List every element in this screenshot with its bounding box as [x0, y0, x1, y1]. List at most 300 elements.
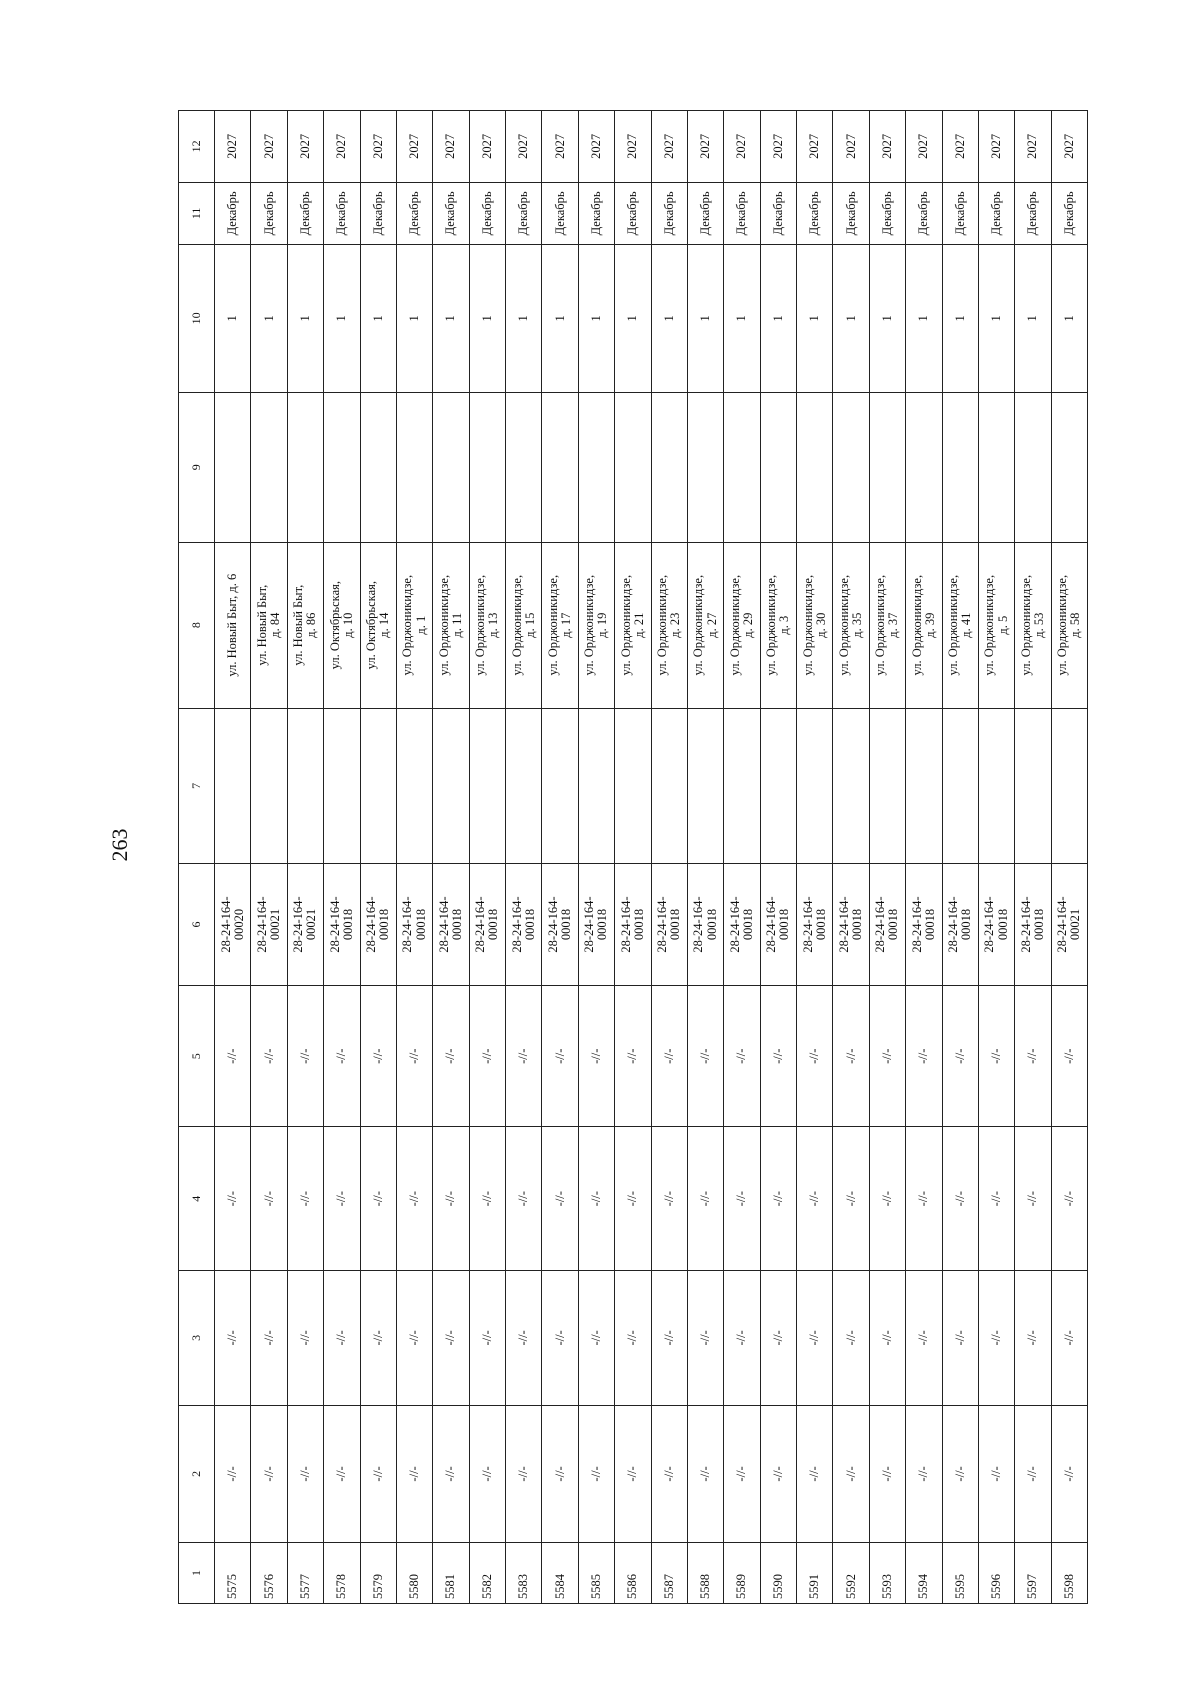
table-cell-col-8: ул. Орджоникидзе, д. 41	[942, 542, 978, 708]
table-cell-col-7	[1051, 708, 1087, 863]
table-cell-col-4: -//-	[396, 1127, 432, 1271]
table-cell-col-10: 1	[978, 244, 1014, 392]
table-cell-col-2: -//-	[251, 1405, 287, 1542]
table-cell-col-6: 28-24-164- 00018	[360, 863, 396, 985]
table-cell-col-9	[760, 392, 796, 542]
table-cell-col-9	[542, 392, 578, 542]
table-cell-col-11: Декабрь	[287, 182, 323, 244]
table-cell-col-2: -//-	[287, 1405, 323, 1542]
table-cell-col-5: -//-	[578, 986, 614, 1127]
table-cell-col-3: -//-	[869, 1270, 905, 1405]
table-cell-col-5: -//-	[251, 986, 287, 1127]
table-cell-col-3: -//-	[251, 1270, 287, 1405]
table-row	[906, 111, 942, 1604]
table-cell-col-10: 1	[906, 244, 942, 392]
table-cell-col-12: 2027	[542, 111, 578, 183]
table-cell-col-5: -//-	[1015, 986, 1051, 1127]
table-cell-col-9	[687, 392, 723, 542]
table-cell-col-2: -//-	[542, 1405, 578, 1542]
table-cell-col-9	[1015, 392, 1051, 542]
table-cell-col-6: 28-24-164- 00018	[687, 863, 723, 985]
table-cell-col-1: 5575	[215, 1542, 251, 1603]
table-cell-col-3: -//-	[615, 1270, 651, 1405]
column-number-3: 3	[179, 1270, 215, 1405]
table-cell-col-9	[251, 392, 287, 542]
table-cell-col-8: ул. Новый Быт, д. 6	[215, 542, 251, 708]
table-cell-col-2: -//-	[906, 1405, 942, 1542]
table-cell-col-9	[724, 392, 760, 542]
table-cell-col-10: 1	[833, 244, 869, 392]
table-cell-col-8: ул. Орджоникидзе, д. 39	[906, 542, 942, 708]
table-cell-col-1: 5584	[542, 1542, 578, 1603]
table-cell-col-5: -//-	[396, 986, 432, 1127]
table-cell-col-9	[506, 392, 542, 542]
table-cell-col-6: 28-24-164- 00018	[469, 863, 505, 985]
table-cell-col-10: 1	[760, 244, 796, 392]
table-cell-col-6: 28-24-164- 00018	[760, 863, 796, 985]
table-cell-col-8: ул. Орджоникидзе, д. 15	[506, 542, 542, 708]
table-cell-col-5: -//-	[433, 986, 469, 1127]
table-cell-col-10: 1	[469, 244, 505, 392]
table-cell-col-4: -//-	[651, 1127, 687, 1271]
table-cell-col-11: Декабрь	[869, 182, 905, 244]
table-cell-col-10: 1	[324, 244, 360, 392]
table-cell-col-4: -//-	[287, 1127, 323, 1271]
table-row	[978, 111, 1014, 1604]
table-cell-col-12: 2027	[433, 111, 469, 183]
table-cell-col-9	[396, 392, 432, 542]
table-cell-col-3: -//-	[360, 1270, 396, 1405]
column-number-6: 6	[179, 863, 215, 985]
table-cell-col-6: 28-24-164- 00018	[724, 863, 760, 985]
table-cell-col-6: 28-24-164- 00018	[433, 863, 469, 985]
table-cell-col-3: -//-	[215, 1270, 251, 1405]
column-number-9: 9	[179, 392, 215, 542]
table-cell-col-4: -//-	[760, 1127, 796, 1271]
table-cell-col-6: 28-24-164- 00018	[542, 863, 578, 985]
table-cell-col-9	[651, 392, 687, 542]
table-cell-col-3: -//-	[396, 1270, 432, 1405]
table-cell-col-2: -//-	[797, 1405, 833, 1542]
table-cell-col-5: -//-	[542, 986, 578, 1127]
table-cell-col-12: 2027	[1015, 111, 1051, 183]
table-cell-col-6: 28-24-164- 00018	[942, 863, 978, 985]
table-cell-col-12: 2027	[651, 111, 687, 183]
table-cell-col-9	[1051, 392, 1087, 542]
table-cell-col-2: -//-	[360, 1405, 396, 1542]
table-cell-col-10: 1	[869, 244, 905, 392]
table-row	[287, 111, 323, 1604]
table-row	[506, 111, 542, 1604]
table-row	[433, 111, 469, 1604]
table-cell-col-10: 1	[797, 244, 833, 392]
table-cell-col-8: ул. Орджоникидзе, д. 1	[396, 542, 432, 708]
table-row	[651, 111, 687, 1604]
table-cell-col-4: -//-	[1051, 1127, 1087, 1271]
table-cell-col-1: 5593	[869, 1542, 905, 1603]
table-cell-col-2: -//-	[433, 1405, 469, 1542]
table-cell-col-5: -//-	[942, 986, 978, 1127]
table-cell-col-8: ул. Новый Быт, д. 84	[251, 542, 287, 708]
table-cell-col-3: -//-	[906, 1270, 942, 1405]
table-cell-col-1: 5582	[469, 1542, 505, 1603]
table-cell-col-12: 2027	[469, 111, 505, 183]
column-number-4: 4	[179, 1127, 215, 1271]
page-number: 263	[107, 828, 132, 862]
table-cell-col-5: -//-	[287, 986, 323, 1127]
table-cell-col-12: 2027	[869, 111, 905, 183]
table-cell-col-9	[324, 392, 360, 542]
table-cell-col-12: 2027	[324, 111, 360, 183]
table-cell-col-2: -//-	[215, 1405, 251, 1542]
table-cell-col-5: -//-	[651, 986, 687, 1127]
table-cell-col-5: -//-	[687, 986, 723, 1127]
table-cell-col-7	[978, 708, 1014, 863]
table-cell-col-11: Декабрь	[687, 182, 723, 244]
table-body	[215, 111, 1088, 1604]
table-row	[1051, 111, 1087, 1604]
table-cell-col-9	[833, 392, 869, 542]
table-cell-col-9	[578, 392, 614, 542]
table-row	[1015, 111, 1051, 1604]
table-cell-col-11: Декабрь	[324, 182, 360, 244]
table-cell-col-7	[869, 708, 905, 863]
table-cell-col-12: 2027	[360, 111, 396, 183]
table-cell-col-2: -//-	[833, 1405, 869, 1542]
table-cell-col-1: 5591	[797, 1542, 833, 1603]
table-cell-col-9	[978, 392, 1014, 542]
table-cell-col-3: -//-	[942, 1270, 978, 1405]
table-cell-col-5: -//-	[324, 986, 360, 1127]
table-cell-col-11: Декабрь	[724, 182, 760, 244]
table-cell-col-9	[360, 392, 396, 542]
table-cell-col-4: -//-	[542, 1127, 578, 1271]
table-row	[687, 111, 723, 1604]
table-cell-col-11: Декабрь	[396, 182, 432, 244]
table-cell-col-12: 2027	[396, 111, 432, 183]
table-cell-col-1: 5588	[687, 1542, 723, 1603]
table-cell-col-11: Декабрь	[942, 182, 978, 244]
table-cell-col-4: -//-	[506, 1127, 542, 1271]
table-cell-col-8: ул. Новый Быт, д. 86	[287, 542, 323, 708]
table-cell-col-3: -//-	[651, 1270, 687, 1405]
table-cell-col-8: ул. Орджоникидзе, д. 17	[542, 542, 578, 708]
table-cell-col-8: ул. Орджоникидзе, д. 19	[578, 542, 614, 708]
table-cell-col-11: Декабрь	[469, 182, 505, 244]
table-cell-col-1: 5579	[360, 1542, 396, 1603]
table-cell-col-7	[215, 708, 251, 863]
column-number-12: 12	[179, 111, 215, 183]
table-cell-col-1: 5590	[760, 1542, 796, 1603]
table-cell-col-1: 5595	[942, 1542, 978, 1603]
table-cell-col-1: 5578	[324, 1542, 360, 1603]
table-row	[396, 111, 432, 1604]
table-cell-col-10: 1	[578, 244, 614, 392]
table-cell-col-3: -//-	[1015, 1270, 1051, 1405]
table-cell-col-2: -//-	[724, 1405, 760, 1542]
table-cell-col-11: Декабрь	[360, 182, 396, 244]
table-cell-col-4: -//-	[906, 1127, 942, 1271]
table-cell-col-8: ул. Орджоникидзе, д. 58	[1051, 542, 1087, 708]
table-cell-col-4: -//-	[724, 1127, 760, 1271]
table-cell-col-11: Декабрь	[506, 182, 542, 244]
table-row	[797, 111, 833, 1604]
table-cell-col-1: 5580	[396, 1542, 432, 1603]
table-cell-col-11: Декабрь	[833, 182, 869, 244]
table-cell-col-12: 2027	[1051, 111, 1087, 183]
table-cell-col-10: 1	[215, 244, 251, 392]
table-cell-col-8: ул. Орджоникидзе, д. 21	[615, 542, 651, 708]
table-cell-col-2: -//-	[1051, 1405, 1087, 1542]
table-cell-col-1: 5596	[978, 1542, 1014, 1603]
table-cell-col-7	[833, 708, 869, 863]
table-cell-col-11: Декабрь	[215, 182, 251, 244]
column-number-5: 5	[179, 986, 215, 1127]
table-cell-col-3: -//-	[724, 1270, 760, 1405]
table-cell-col-7	[797, 708, 833, 863]
table-cell-col-7	[942, 708, 978, 863]
table-cell-col-2: -//-	[760, 1405, 796, 1542]
table-cell-col-6: 28-24-164- 00021	[251, 863, 287, 985]
register-table	[178, 110, 1088, 1604]
table-cell-col-7	[906, 708, 942, 863]
table-cell-col-11: Декабрь	[651, 182, 687, 244]
table-cell-col-12: 2027	[906, 111, 942, 183]
table-cell-col-6: 28-24-164- 00018	[324, 863, 360, 985]
table-cell-col-8: ул. Орджоникидзе, д. 13	[469, 542, 505, 708]
table-cell-col-7	[506, 708, 542, 863]
table-cell-col-7	[578, 708, 614, 863]
table-cell-col-2: -//-	[687, 1405, 723, 1542]
table-cell-col-6: 28-24-164- 00020	[215, 863, 251, 985]
table-cell-col-3: -//-	[433, 1270, 469, 1405]
table-cell-col-6: 28-24-164- 00018	[978, 863, 1014, 985]
table-cell-col-5: -//-	[760, 986, 796, 1127]
table-cell-col-5: -//-	[797, 986, 833, 1127]
table-cell-col-11: Декабрь	[1051, 182, 1087, 244]
table-cell-col-1: 5577	[287, 1542, 323, 1603]
table-row	[833, 111, 869, 1604]
table-cell-col-5: -//-	[215, 986, 251, 1127]
table-cell-col-4: -//-	[833, 1127, 869, 1271]
table-cell-col-7	[287, 708, 323, 863]
table-cell-col-10: 1	[433, 244, 469, 392]
table-row	[615, 111, 651, 1604]
table-cell-col-1: 5586	[615, 1542, 651, 1603]
table-cell-col-5: -//-	[506, 986, 542, 1127]
table-cell-col-9	[215, 392, 251, 542]
table-cell-col-1: 5583	[506, 1542, 542, 1603]
table-cell-col-12: 2027	[978, 111, 1014, 183]
table-cell-col-3: -//-	[506, 1270, 542, 1405]
table-cell-col-10: 1	[542, 244, 578, 392]
table-cell-col-11: Декабрь	[578, 182, 614, 244]
table-cell-col-4: -//-	[1015, 1127, 1051, 1271]
table-cell-col-1: 5589	[724, 1542, 760, 1603]
table-cell-col-3: -//-	[978, 1270, 1014, 1405]
column-number-11: 11	[179, 182, 215, 244]
table-cell-col-8: ул. Орджоникидзе, д. 27	[687, 542, 723, 708]
table-row	[215, 111, 251, 1604]
table-cell-col-7	[360, 708, 396, 863]
column-number-row	[179, 111, 215, 1604]
table-cell-col-2: -//-	[469, 1405, 505, 1542]
table-cell-col-3: -//-	[797, 1270, 833, 1405]
table-cell-col-4: -//-	[324, 1127, 360, 1271]
table-cell-col-6: 28-24-164- 00021	[287, 863, 323, 985]
table-row	[724, 111, 760, 1604]
table-cell-col-3: -//-	[469, 1270, 505, 1405]
table-cell-col-6: 28-24-164- 00018	[869, 863, 905, 985]
table-cell-col-8: ул. Орджоникидзе, д. 23	[651, 542, 687, 708]
table-cell-col-4: -//-	[215, 1127, 251, 1271]
table-cell-col-9	[287, 392, 323, 542]
table-cell-col-1: 5576	[251, 1542, 287, 1603]
table-cell-col-10: 1	[396, 244, 432, 392]
table-cell-col-10: 1	[724, 244, 760, 392]
table-cell-col-1: 5581	[433, 1542, 469, 1603]
table-cell-col-10: 1	[615, 244, 651, 392]
table-cell-col-12: 2027	[615, 111, 651, 183]
table-cell-col-7	[724, 708, 760, 863]
column-number-10: 10	[179, 244, 215, 392]
table-cell-col-2: -//-	[1015, 1405, 1051, 1542]
table-cell-col-6: 28-24-164- 00018	[506, 863, 542, 985]
table-cell-col-9	[942, 392, 978, 542]
table-cell-col-12: 2027	[760, 111, 796, 183]
table-cell-col-7	[1015, 708, 1051, 863]
table-cell-col-2: -//-	[396, 1405, 432, 1542]
table-cell-col-8: ул. Орджоникидзе, д. 3	[760, 542, 796, 708]
table-cell-col-11: Декабрь	[615, 182, 651, 244]
column-number-8: 8	[179, 542, 215, 708]
table-cell-col-12: 2027	[578, 111, 614, 183]
table-cell-col-8: ул. Орджоникидзе, д. 30	[797, 542, 833, 708]
table-cell-col-9	[869, 392, 905, 542]
table-cell-col-10: 1	[251, 244, 287, 392]
table-cell-col-3: -//-	[1051, 1270, 1087, 1405]
table-cell-col-6: 28-24-164- 00018	[615, 863, 651, 985]
table-cell-col-8: ул. Орджоникидзе, д. 29	[724, 542, 760, 708]
table-cell-col-3: -//-	[760, 1270, 796, 1405]
table-cell-col-4: -//-	[360, 1127, 396, 1271]
table-cell-col-12: 2027	[942, 111, 978, 183]
table-cell-col-11: Декабрь	[542, 182, 578, 244]
table-cell-col-4: -//-	[797, 1127, 833, 1271]
column-number-2: 2	[179, 1405, 215, 1542]
table-cell-col-7	[324, 708, 360, 863]
table-cell-col-11: Декабрь	[251, 182, 287, 244]
table-cell-col-12: 2027	[833, 111, 869, 183]
column-number-7: 7	[179, 708, 215, 863]
table-cell-col-6: 28-24-164- 00018	[906, 863, 942, 985]
table-row	[869, 111, 905, 1604]
table-cell-col-4: -//-	[469, 1127, 505, 1271]
table-cell-col-5: -//-	[869, 986, 905, 1127]
table-cell-col-12: 2027	[506, 111, 542, 183]
table-cell-col-6: 28-24-164- 00018	[651, 863, 687, 985]
table-cell-col-2: -//-	[506, 1405, 542, 1542]
table-cell-col-2: -//-	[978, 1405, 1014, 1542]
table-cell-col-4: -//-	[251, 1127, 287, 1271]
table-cell-col-4: -//-	[978, 1127, 1014, 1271]
table-cell-col-5: -//-	[469, 986, 505, 1127]
table-cell-col-4: -//-	[942, 1127, 978, 1271]
table-cell-col-10: 1	[1015, 244, 1051, 392]
table-cell-col-10: 1	[651, 244, 687, 392]
table-row	[360, 111, 396, 1604]
table-cell-col-12: 2027	[687, 111, 723, 183]
table-cell-col-3: -//-	[287, 1270, 323, 1405]
table-cell-col-6: 28-24-164- 00018	[396, 863, 432, 985]
table-row	[251, 111, 287, 1604]
table-row	[578, 111, 614, 1604]
table-cell-col-6: 28-24-164- 00021	[1051, 863, 1087, 985]
table-cell-col-8: ул. Орджоникидзе, д. 37	[869, 542, 905, 708]
table-cell-col-1: 5598	[1051, 1542, 1087, 1603]
table-cell-col-12: 2027	[797, 111, 833, 183]
table-row	[469, 111, 505, 1604]
table-cell-col-11: Декабрь	[906, 182, 942, 244]
table-cell-col-5: -//-	[360, 986, 396, 1127]
table-row	[542, 111, 578, 1604]
table-cell-col-3: -//-	[578, 1270, 614, 1405]
column-number-1: 1	[179, 1542, 215, 1603]
table-row	[942, 111, 978, 1604]
table-cell-col-4: -//-	[687, 1127, 723, 1271]
table-cell-col-7	[651, 708, 687, 863]
table-cell-col-1: 5597	[1015, 1542, 1051, 1603]
table-cell-col-9	[433, 392, 469, 542]
table-cell-col-8: ул. Орджоникидзе, д. 53	[1015, 542, 1051, 708]
table-cell-col-5: -//-	[724, 986, 760, 1127]
table-cell-col-12: 2027	[287, 111, 323, 183]
table-row	[324, 111, 360, 1604]
table-cell-col-2: -//-	[651, 1405, 687, 1542]
table-cell-col-7	[615, 708, 651, 863]
table-cell-col-9	[797, 392, 833, 542]
table-cell-col-3: -//-	[542, 1270, 578, 1405]
table-cell-col-2: -//-	[869, 1405, 905, 1542]
table-cell-col-5: -//-	[1051, 986, 1087, 1127]
table-cell-col-10: 1	[1051, 244, 1087, 392]
table-cell-col-4: -//-	[869, 1127, 905, 1271]
table-row	[760, 111, 796, 1604]
table-cell-col-2: -//-	[615, 1405, 651, 1542]
table-cell-col-11: Декабрь	[760, 182, 796, 244]
table-cell-col-5: -//-	[978, 986, 1014, 1127]
table-cell-col-10: 1	[506, 244, 542, 392]
table-cell-col-12: 2027	[215, 111, 251, 183]
table-cell-col-8: ул. Орджоникидзе, д. 5	[978, 542, 1014, 708]
table-cell-col-11: Декабрь	[1015, 182, 1051, 244]
table-cell-col-9	[906, 392, 942, 542]
table-cell-col-2: -//-	[578, 1405, 614, 1542]
table-cell-col-10: 1	[360, 244, 396, 392]
table-cell-col-4: -//-	[578, 1127, 614, 1271]
table-cell-col-7	[396, 708, 432, 863]
table-cell-col-3: -//-	[687, 1270, 723, 1405]
table-cell-col-8: ул. Октябрьская, д. 14	[360, 542, 396, 708]
table-cell-col-10: 1	[687, 244, 723, 392]
table-cell-col-12: 2027	[251, 111, 287, 183]
table-cell-col-7	[469, 708, 505, 863]
table-cell-col-6: 28-24-164- 00018	[1015, 863, 1051, 985]
table-cell-col-3: -//-	[833, 1270, 869, 1405]
table-cell-col-7	[760, 708, 796, 863]
table-cell-col-1: 5585	[578, 1542, 614, 1603]
table-cell-col-3: -//-	[324, 1270, 360, 1405]
